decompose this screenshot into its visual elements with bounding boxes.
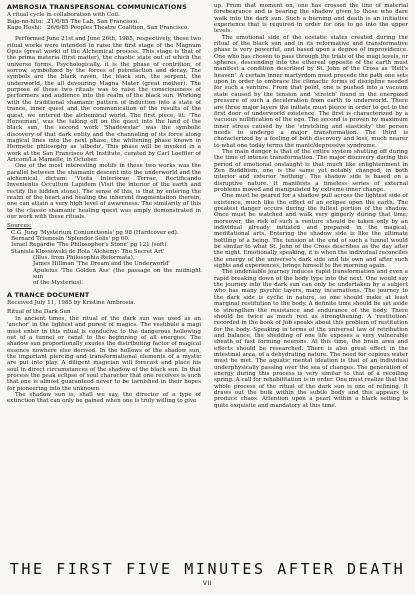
paragraph: up. From that moment on, one has crossed the line of material forebearance and is bearing the shadow given to those who dare walk into the dark sun. Such a burning and death is an initiative experience that is required in order for one to go into the upper levels. [214,3,408,35]
section-title-trance: A TRANCE DOCUMENT [7,290,90,299]
paragraph: The main danger is that of the entire system shutting off during the time of intense transformation. The major discovery during this period of emotional onslaught is that much like enlightenment in Zen Buddhism, one is the same yet notably changed, in both interior and exterior 'nothing'. The shadow side is based on a disruptive nature. It manifests a timeless series of external problems moved and manipulated by extreme inner change. [214,148,408,193]
source-item: C.G. Jung 'Mysterium Coniunctionis' pg 98 (Hardcover ed). [11,229,179,236]
source-item: Stanisla Klossowski de Rola 'Alchemy: The Secret Art' [11,248,165,255]
source-item: Bernard Trismosin 'Splendor Solis' pg 60. [11,236,130,243]
right-column [214,3,408,556]
info-row [7,25,201,31]
source-item: (Illus. from Philosophia Reformata). [33,255,135,262]
footer-title: THE FIRST FIVE MINUTES AFTER DEATH [9,560,406,578]
info-key: Bajo-no-hito: [7,18,44,25]
info-block [7,12,201,31]
source-item: of the Mysteries). [33,280,84,287]
info-key: Kage Hoshi: [7,25,42,32]
received-line: Received July 11, 1985 by Kristine Ambrosia. [7,300,136,307]
info-value: 21/6/85 The Lab, San Francisco. [47,18,139,25]
paragraph: Performed June 21st and June 26th, 1985, respectively, these two ritual works were intended to raise the first stage of the Magnum Opus (great work) of the Alchemical process. This stage is that of the prima materia (first matter), the chaotic state out of which the universe forms. Psychologically, it is the phase of contrition, of sorrow, symbolized by the forces of putrefaction and decay. The symbols are the black raven, the black sun, the serpent, the underworld, the all devouring Magna Mater (great mother). The purpose of these two rituals was to raise the consciousness of performers and audience into the realm of the black sun. Working with the traditional shamanic pattern of induction into a state of trance, inner quest and the communication of the results of the quest, we entered the alchemical world. The first piece, lit: 'The Horseman', was the taking off on the quest into the land of the black sun, the second work 'Shadowstar' was the symbolic discovery of that dark entity and the channeling of its force along magical lines into the next phase, the whitening phase known in Hermetic philosophy as 'albedo'. This phase will be invoked in a work at the San Francisco Art Institute, curated by Carl Loeffler of Artcom/La Mamelle, in October. [7,36,201,163]
paragraph: In ancient times, the ritual of the dark sun was used as an 'anchor' in the lightest and purest of magics. The vestibule a magi must enter in this ritual is conducive to the dangerous hollowing out of a tunnel or canal to the beginning of all energies. The shadow sun proportionally exudes the distributing factor of magical essence nowhere else derived. In the hollows of the shadow sun, the important piercing and transformational elements of a mystic are put into play. A diligent magician will forecast and place his soul in direct circumstances of the shadow of the black sun. In that process the peak eclipse of soul character that one receives is such that one is almost guaranteed never to be tarnished in their hopes for pioneering into the unknown. [7,315,201,392]
paragraph: The shadow sun is, shall we say, the director of a type of extinction that can only be gained when one is truly willing to give [7,391,201,405]
left-column [7,3,201,556]
paragraph: The undeniable journey induces rapid transformation and even a rapid breaking down of the body type into the next. One would say the journey into the dark sun can only be undertaken by a subject who has many psychic layers, many incarnations. The journey to the dark side is cyclic in nature, so one should make at least marginal restitution to the body. A definite time should be set aside to strengthen the resistance and endurance of the body. There should be twice as much rest as strengthening. A 'restitution' recorded in the book of Job speaks about this problem of restitution for the body. Speaking in terms of the universal law of retribution and balance, the shedding of one life exposes a very vulnerable sheath of fast forming neurons. At this time, the brain area and effects should be researched. There is also great effect in the intestinal area, of a dehydrating nature. The need for copious water must be met. The aquatic mental ideation is that of an individual underphysically passing over the sea of changes. The generation of energy during this process is very similar to that of a recoiling spring. A call for rehabilitation is in order. One must realize that the whole process of the ritual of the dark sun is one of refining. It draws out the bulk within the subtle body and this appears to produce chaos. Attention upon a pearl within a black setting is quite exquisite and mandatory at this time. [214,269,408,409]
paragraph: One must be geared for a shadow pull across the lightest side of existence, much like the effect of an eclipse upon the earth. The greatest danger occurs during the fullest portion of the shadow. Once must be watched and walk very gingerly during that time; moreover, the risk of such a venture should be taken only by an individual already initiated and prepared in the magical, meditational arts. Entering the shadow side is like the ultimate bottling of a being. The tension at the end of such a tunnel would be similar to what St. John of the Cross describes as the day after the night. Emotionally speaking, it is when the individual reconciles the energy of the universe's dark side and his own and after such sights and experiences, brings himself to the morning again. [214,193,408,270]
page-number: VII [202,580,213,587]
paragraph: The emotional side of the ecstatic states created during the ritual of the black sun and in its reformative and transformative phase is very powerful, and based upon a degree of improvidence. One who has chosen to pass through the trials of the magi levels, or spheres, descending into the ethereal opposite of the earth must manifest a condition described by St. John of the Cross as 'Hell's heaven'. A certain inner martyrdom must precede the path one sets upon in order to embrace the climactic forms of discipline needed for such a venture. From that point, one is pushed into a vacuum state caused by the tension and 'stretch' found in the energized pressure of such a deceleration from earth to underworld. There are three major layers the initiate must pierce in order to get to the first door of underworld existence. The first is characterized by a vacuous nullification of the ego. The second is proven by maximum inner stress caused by the 'stretching and elasticity' the person needs to undergo a major transformation. The third is characterized by a feeling of both discovery and loss, much nearer to what one today terms the manic/depressive syndrome. [214,34,408,149]
source-item: James Hillman 'The Dream and the Underworld' [33,261,170,268]
source-item: Apuleius 'The Golden Ass' (the passage on the midnight sun [33,267,201,281]
info-value: 26/6/85 Peoples Theatre Coalition, San Francisco. [47,25,189,32]
section-title-ambrosia: AMBROSIA TRANSPERSONAL COMMUNICATIONS [7,3,187,11]
two-column-body [7,3,408,556]
source-item: Israel Regardie 'The Philosopher's Stone' pg 121 (soft). [11,242,169,249]
sources-heading: Sources: [7,223,32,230]
info-line: A ritual cycle in collaboration with Coil. [7,12,120,19]
paragraph: One of the most interesting motifs in these two works was the parallel between the shamanic descent into the underworld and the alchemical dictum: 'Visita Interiorae Terrae, Rectificando Invenientis Occultum Lapidem (Visit the interior of the earth and rectify the hidden stone). The sense of this, is that by entering the realm of the heart and healing the inherent fragmentation therein, one can attain a very high level of awareness. The similarity of this to the classic shamanic healing quest was amply demonstrated in our work with these rituals. [7,163,201,220]
sources-list [7,230,201,287]
ritual-subtitle: Ritual of the Dark Sun [7,309,71,316]
